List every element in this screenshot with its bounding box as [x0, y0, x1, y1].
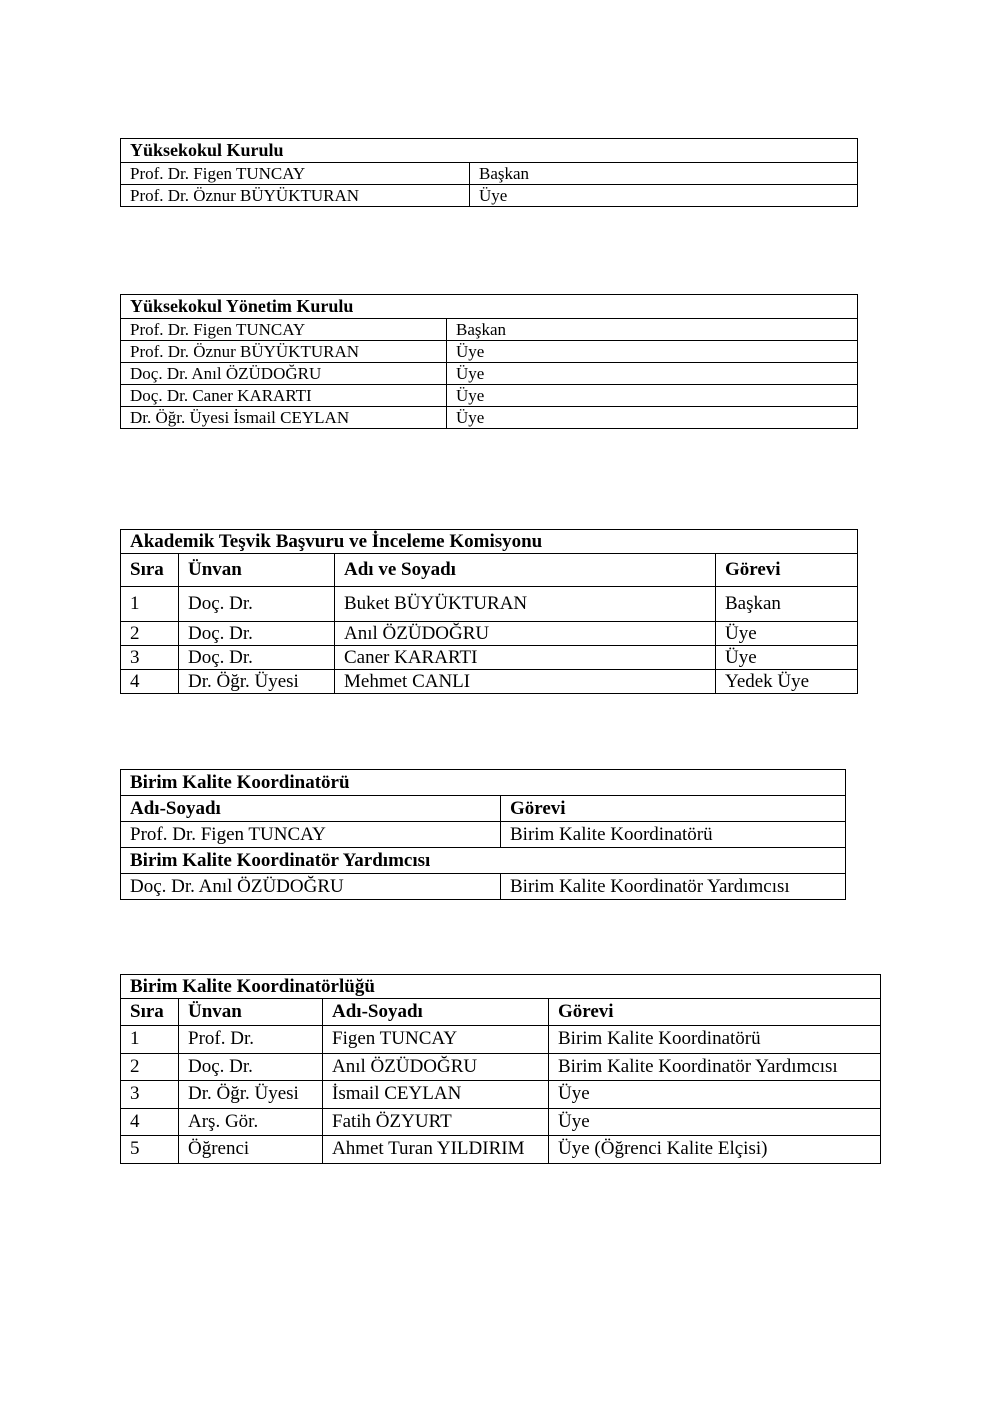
row-number: 1 [121, 587, 179, 622]
table-title-row [121, 975, 881, 999]
table-title: Akademik Teşvik Başvuru ve İnceleme Komisyonu [121, 530, 858, 554]
column-header-unvan: Ünvan [179, 554, 335, 587]
table-title: Yüksekokul Yönetim Kurulu [121, 295, 858, 319]
column-header-ad: Adı ve Soyadı [335, 554, 716, 587]
column-header-sira: Sıra [121, 554, 179, 587]
row-unvan: Doç. Dr. [179, 1053, 323, 1081]
row-number: 3 [121, 1081, 179, 1109]
row-gorev: Başkan [716, 587, 858, 622]
member-role: Üye [470, 185, 858, 207]
table-row [121, 1053, 881, 1081]
table-row [121, 185, 858, 207]
row-ad: Buket BÜYÜKTURAN [335, 587, 716, 622]
row-unvan: Dr. Öğr. Üyesi [179, 1081, 323, 1109]
column-header-gorev: Görevi [501, 796, 846, 822]
table-title: Yüksekokul Kurulu [121, 139, 858, 163]
row-ad: Mehmet CANLI [335, 670, 716, 694]
table-row [121, 1081, 881, 1109]
table-row [121, 874, 846, 900]
member-name: Prof. Dr. Figen TUNCAY [121, 163, 470, 185]
column-header-gorev: Görevi [716, 554, 858, 587]
table-row [121, 622, 858, 646]
table-title-row [121, 530, 858, 554]
table-title-row [121, 770, 846, 796]
member-role: Başkan [447, 319, 858, 341]
table-row [121, 341, 858, 363]
table-subtitle: Birim Kalite Koordinatör Yardımcısı [121, 848, 846, 874]
member-role: Üye [447, 341, 858, 363]
row-unvan: Doç. Dr. [179, 622, 335, 646]
row-ad: Prof. Dr. Figen TUNCAY [121, 822, 501, 848]
member-role: Üye [447, 363, 858, 385]
row-gorev: Birim Kalite Koordinatörü [549, 1026, 881, 1054]
table-title: Birim Kalite Koordinatörü [121, 770, 846, 796]
row-unvan: Doç. Dr. [179, 587, 335, 622]
row-gorev: Üye [549, 1108, 881, 1136]
table-row [121, 163, 858, 185]
table-title-row [121, 139, 858, 163]
row-gorev: Üye [716, 622, 858, 646]
member-name: Prof. Dr. Figen TUNCAY [121, 319, 447, 341]
yuksekokul-kurulu-table [120, 138, 858, 207]
yonetim-kurulu-table [120, 294, 858, 429]
row-number: 2 [121, 622, 179, 646]
member-name: Prof. Dr. Öznur BÜYÜKTURAN [121, 341, 447, 363]
table-header-row [121, 796, 846, 822]
row-ad: Anıl ÖZÜDOĞRU [335, 622, 716, 646]
column-header-sira: Sıra [121, 999, 179, 1026]
column-header-unvan: Ünvan [179, 999, 323, 1026]
row-unvan: Prof. Dr. [179, 1026, 323, 1054]
row-number: 3 [121, 646, 179, 670]
row-number: 4 [121, 670, 179, 694]
row-number: 4 [121, 1108, 179, 1136]
kalite-koordinatorlugu-table [120, 974, 881, 1164]
row-unvan: Dr. Öğr. Üyesi [179, 670, 335, 694]
table-row [121, 319, 858, 341]
row-number: 1 [121, 1026, 179, 1054]
table-row [121, 407, 858, 429]
column-header-gorev: Görevi [549, 999, 881, 1026]
member-name: Doç. Dr. Anıl ÖZÜDOĞRU [121, 363, 447, 385]
table-row [121, 385, 858, 407]
row-unvan: Doç. Dr. [179, 646, 335, 670]
table-header-row [121, 999, 881, 1026]
row-ad: Ahmet Turan YILDIRIM [323, 1136, 549, 1164]
table-row [121, 1108, 881, 1136]
row-ad: Doç. Dr. Anıl ÖZÜDOĞRU [121, 874, 501, 900]
table-header-row [121, 554, 858, 587]
table-row [121, 670, 858, 694]
row-gorev: Üye [716, 646, 858, 670]
row-ad: İsmail CEYLAN [323, 1081, 549, 1109]
row-gorev: Birim Kalite Koordinatörü [501, 822, 846, 848]
table-row [121, 587, 858, 622]
table-row [121, 363, 858, 385]
table-subtitle-row [121, 848, 846, 874]
table-row [121, 822, 846, 848]
member-role: Üye [447, 407, 858, 429]
member-name: Dr. Öğr. Üyesi İsmail CEYLAN [121, 407, 447, 429]
table-row [121, 646, 858, 670]
tesvik-komisyonu-table [120, 529, 858, 694]
row-ad: Figen TUNCAY [323, 1026, 549, 1054]
table-title: Birim Kalite Koordinatörlüğü [121, 975, 881, 999]
member-role: Başkan [470, 163, 858, 185]
row-number: 5 [121, 1136, 179, 1164]
row-unvan: Arş. Gör. [179, 1108, 323, 1136]
table-row [121, 1136, 881, 1164]
column-header-ad: Adı-Soyadı [323, 999, 549, 1026]
row-ad: Caner KARARTI [335, 646, 716, 670]
row-gorev: Üye (Öğrenci Kalite Elçisi) [549, 1136, 881, 1164]
member-role: Üye [447, 385, 858, 407]
row-gorev: Birim Kalite Koordinatör Yardımcısı [501, 874, 846, 900]
kalite-koordinatoru-table [120, 769, 846, 900]
member-name: Doç. Dr. Caner KARARTI [121, 385, 447, 407]
row-ad: Fatih ÖZYURT [323, 1108, 549, 1136]
row-gorev: Yedek Üye [716, 670, 858, 694]
row-gorev: Birim Kalite Koordinatör Yardımcısı [549, 1053, 881, 1081]
row-unvan: Öğrenci [179, 1136, 323, 1164]
column-header-ad: Adı-Soyadı [121, 796, 501, 822]
member-name: Prof. Dr. Öznur BÜYÜKTURAN [121, 185, 470, 207]
table-title-row [121, 295, 858, 319]
row-ad: Anıl ÖZÜDOĞRU [323, 1053, 549, 1081]
row-number: 2 [121, 1053, 179, 1081]
row-gorev: Üye [549, 1081, 881, 1109]
table-row [121, 1026, 881, 1054]
